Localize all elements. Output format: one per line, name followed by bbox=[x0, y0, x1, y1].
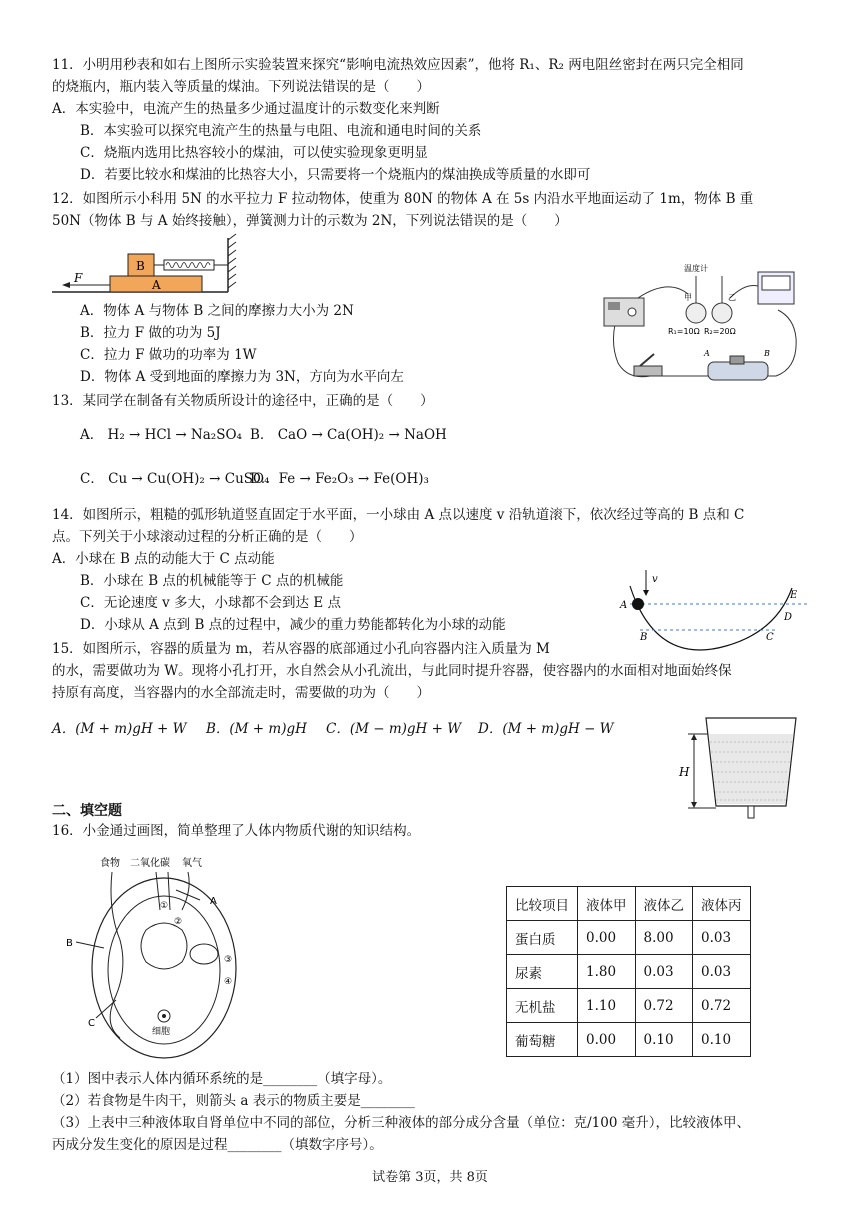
section-title: 二、填空题 bbox=[52, 803, 122, 819]
point-c-label: C bbox=[766, 632, 774, 643]
kidney bbox=[190, 944, 218, 964]
q14-option-a: A．小球在 B 点的动能大于 C 点动能 bbox=[52, 551, 275, 567]
table-row bbox=[507, 1023, 751, 1057]
label-co2: 二氧化碳 bbox=[130, 858, 170, 869]
point-a-label: A bbox=[620, 600, 628, 611]
table-cell: 0.00 bbox=[578, 1023, 636, 1057]
block-b-label: B bbox=[136, 259, 145, 273]
q11-option-a: A．本实验中，电流产生的热量多少通过温度计的示数变化来判断 bbox=[52, 101, 440, 117]
table-cell: 葡萄糖 bbox=[507, 1023, 578, 1057]
q11-option-d: D．若要比较水和煤油的比热容大小，只需要将一个烧瓶内的煤油换成等质量的水即可 bbox=[80, 167, 591, 183]
q12-option-d: D．物体 A 受到地面的摩擦力为 3N，方向为水平向左 bbox=[80, 369, 404, 385]
r2-label: R₂=20Ω bbox=[704, 327, 736, 336]
q14-option-d: D．小球从 A 点到 B 点的过程中，减少的重力势能都转化为小球的动能 bbox=[80, 617, 506, 633]
table-cell: 0.00 bbox=[578, 921, 636, 955]
table-cell: 0.03 bbox=[693, 955, 751, 989]
label-n1: ① bbox=[160, 901, 169, 911]
circuit-figure bbox=[598, 258, 810, 390]
header-cell: 液体丙 bbox=[693, 887, 751, 921]
label-a: A bbox=[210, 896, 217, 907]
q11-option-c: C．烧瓶内选用比热容较小的煤油，可以使实验现象更明显 bbox=[80, 145, 428, 161]
h-arrow-up bbox=[691, 734, 697, 740]
q14-stem-line1: 14．如图所示，粗糙的弧形轨道竖直固定于水平面，一小球由 A 点以速度 v 沿轨道滚下，依次经过等高的 B 点和 C bbox=[52, 507, 745, 523]
pointer-b bbox=[76, 942, 104, 948]
q13-option-b: B． CaO → Ca(OH)₂ → NaOH bbox=[250, 427, 447, 443]
q16-sub1: （1）图中表示人体内循环系统的是________（填字母）。 bbox=[52, 1071, 392, 1087]
q12-option-b: B．拉力 F 做的功为 5J bbox=[80, 325, 221, 341]
q14-option-b: B．小球在 B 点的机械能等于 C 点的机械能 bbox=[80, 573, 344, 589]
wall bbox=[228, 234, 236, 292]
table-cell: 0.72 bbox=[635, 989, 693, 1023]
q15-stem-line2: 的水，需要做功为 W。现将小孔打开，水自然会从小孔流出，与此同时提升容器，使容器内的水面相对地面始终保 bbox=[52, 663, 732, 679]
label-n4: ④ bbox=[224, 977, 233, 987]
h-arrow-down bbox=[691, 802, 697, 808]
header-cell: 比较项目 bbox=[507, 887, 578, 921]
flask-left-label: 甲 bbox=[684, 293, 692, 302]
q15-option-c: C．(M − m)gH + W bbox=[326, 721, 462, 737]
q13-stem: 13．某同学在制备有关物质所设计的途径中，正确的是（ ） bbox=[52, 393, 434, 409]
label-n3: ③ bbox=[224, 955, 233, 965]
q15-option-d: D．(M + m)gH − W bbox=[478, 721, 614, 737]
table-row bbox=[507, 989, 751, 1023]
q15-option-a: A．(M + m)gH + W bbox=[52, 721, 187, 737]
q15-option-b: B．(M + m)gH bbox=[206, 721, 307, 737]
q15-stem-line1: 15．如图所示，容器的质量为 m，若从容器的底部通过小孔向容器内注入质量为 M bbox=[52, 641, 550, 657]
label-b: B bbox=[66, 938, 73, 949]
spring-scale bbox=[154, 260, 228, 270]
q15-figure bbox=[676, 710, 810, 826]
q16-sub2: （2）若食物是牛肉干，则箭头 a 表示的物质主要是________ bbox=[52, 1093, 415, 1109]
r1-label: R₁=10Ω bbox=[668, 327, 700, 336]
q14-stem-line2: 点。下列关于小球滚动过程的分析正确的是（ ） bbox=[52, 529, 363, 545]
switch bbox=[634, 354, 662, 376]
pointer-c bbox=[96, 1000, 116, 1018]
point-d-label: D bbox=[784, 612, 793, 623]
q12-stem-line1: 12．如图所示小科用 5N 的水平拉力 F 拉动物体，使重为 80N 的物体 A 在 5s 内沿水平地面运动了 1m，物体 B 重 bbox=[52, 191, 754, 207]
comparison-table bbox=[506, 886, 751, 1057]
q15-stem-line3: 持原有高度，当容器内的水全部流走时，需要做的功为（ ） bbox=[52, 685, 430, 701]
label-c: C bbox=[88, 1018, 95, 1029]
rheostat-a-label: A bbox=[704, 349, 710, 358]
table-cell: 8.00 bbox=[635, 921, 693, 955]
table-cell: 无机盐 bbox=[507, 989, 578, 1023]
table-cell: 蛋白质 bbox=[507, 921, 578, 955]
q16-stem: 16．小金通过画图，简单整理了人体内物质代谢的知识结构。 bbox=[52, 823, 421, 839]
force-arrowhead bbox=[62, 282, 70, 288]
water bbox=[709, 734, 793, 804]
header-cell: 液体甲 bbox=[578, 887, 636, 921]
table-cell: 1.80 bbox=[578, 955, 636, 989]
q12-stem-line2: 50N（物体 B 与 A 始终接触），弹簧测力计的示数为 2N，下列说法错误的是（ ） bbox=[52, 213, 568, 229]
label-n2: ② bbox=[174, 917, 183, 927]
ball bbox=[632, 598, 644, 610]
q12-option-a: A．物体 A 与物体 B 之间的摩擦力大小为 2N bbox=[80, 303, 354, 319]
table-cell: 0.10 bbox=[635, 1023, 693, 1057]
velocity-arrowhead bbox=[643, 590, 649, 596]
table-cell: 尿素 bbox=[507, 955, 578, 989]
label-food: 食物 bbox=[100, 858, 120, 869]
q16-figure bbox=[64, 850, 254, 1062]
table-cell: 1.10 bbox=[578, 989, 636, 1023]
rheostat-b-label: B bbox=[764, 349, 770, 358]
h-label: H bbox=[679, 765, 690, 779]
cell-nucleus bbox=[162, 1014, 166, 1018]
q13-option-a: A． H₂ → HCl → Na₂SO₄ bbox=[80, 427, 242, 443]
q11-stem-line2: 的烧瓶内，瓶内装入等质量的煤油。下列说法错误的是（ ） bbox=[52, 79, 430, 95]
point-e-label: E bbox=[790, 590, 798, 601]
thermometer-label: 温度计 bbox=[684, 264, 708, 273]
v-label: v bbox=[652, 574, 658, 585]
q11-stem-line1: 11．小明用秒表和如右上图所示实验装置来探究“影响电流热效应因素”，他将 R₁、R₂ 两电阻丝密封在两只完全相同 bbox=[52, 57, 744, 73]
table-cell: 0.03 bbox=[635, 955, 693, 989]
table-row bbox=[507, 921, 751, 955]
ammeter bbox=[758, 272, 794, 304]
header-cell: 液体乙 bbox=[635, 887, 693, 921]
force-label: F bbox=[74, 271, 83, 285]
outlet-hole bbox=[748, 806, 754, 818]
rheostat bbox=[708, 356, 768, 380]
q12-figure bbox=[52, 232, 242, 298]
label-o2: 氧气 bbox=[182, 858, 202, 869]
q14-option-c: C．无论速度 v 多大，小球都不会到达 E 点 bbox=[80, 595, 341, 611]
block-a-label: A bbox=[152, 278, 161, 292]
table-cell: 0.72 bbox=[693, 989, 751, 1023]
q12-option-c: C．拉力 F 做功的功率为 1W bbox=[80, 347, 257, 363]
table-row bbox=[507, 955, 751, 989]
table-cell: 0.10 bbox=[693, 1023, 751, 1057]
table-cell: 0.03 bbox=[693, 921, 751, 955]
q16-sub3-line2: 丙成分发生变化的原因是过程________（填数字序号）。 bbox=[52, 1137, 383, 1153]
table-header-row bbox=[507, 887, 751, 921]
label-cell: 细胞 bbox=[152, 1027, 171, 1037]
q16-sub3-line1: （3）上表中三种液体取自肾单位中不同的部位，分析三种液体的部分成分含量（单位：克/100 毫升），比较液体甲、 bbox=[52, 1115, 750, 1131]
power-supply bbox=[604, 298, 644, 326]
heart bbox=[141, 923, 187, 969]
digestive-tract bbox=[110, 872, 123, 1038]
q13-option-d: D． Fe → Fe₂O₃ → Fe(OH)₃ bbox=[250, 471, 429, 487]
flask-right-label: 乙 bbox=[728, 293, 736, 302]
point-b-label: B bbox=[640, 632, 648, 643]
q13-option-c: C． Cu → Cu(OH)₂ → CuSO₄ bbox=[80, 471, 270, 487]
wire-top-left bbox=[638, 287, 688, 298]
q11-option-b: B．本实验可以探究电流产生的热量与电阻、电流和通电时间的关系 bbox=[80, 123, 482, 139]
page-footer: 试卷第 3页，共 8页 bbox=[372, 1170, 488, 1185]
q14-figure bbox=[616, 566, 812, 652]
